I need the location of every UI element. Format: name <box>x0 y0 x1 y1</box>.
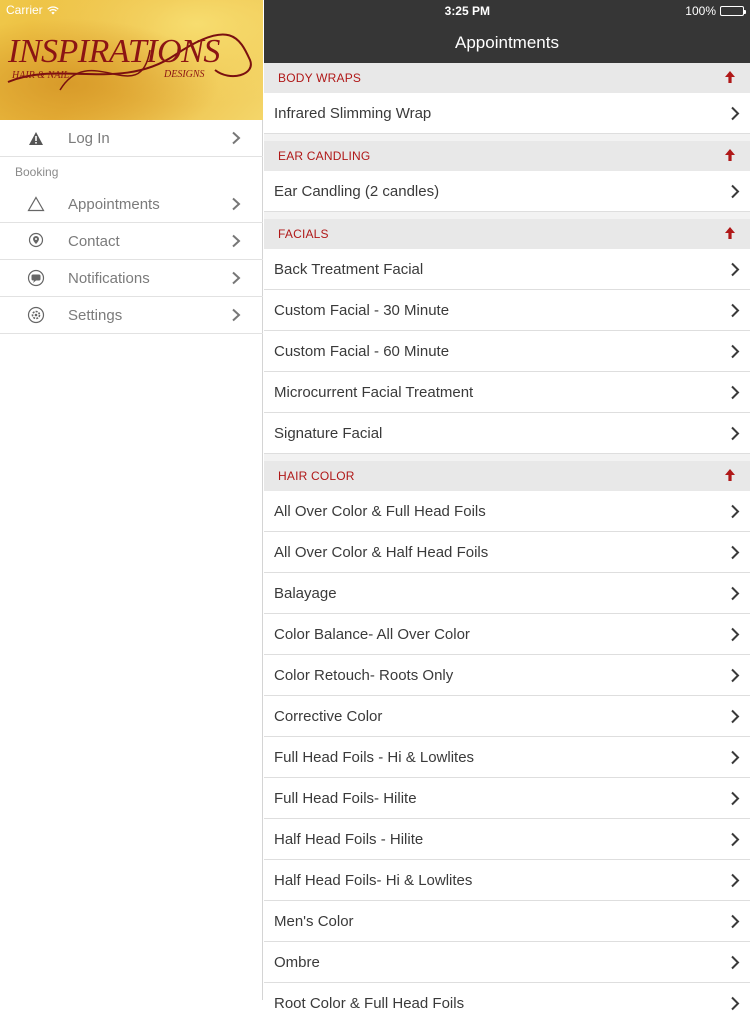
chevron-right-icon <box>730 184 740 199</box>
list-item[interactable] <box>264 614 750 655</box>
sidebar-item-contact[interactable] <box>0 223 263 260</box>
logo-tagline-left: HAIR & NAIL <box>12 70 70 81</box>
list-item[interactable] <box>264 737 750 778</box>
warning-icon <box>27 129 45 147</box>
chevron-right-icon <box>231 234 241 248</box>
triangle-icon <box>27 195 45 213</box>
section-title: BODY WRAPS <box>278 71 362 85</box>
list-item-label: Corrective Color <box>274 708 383 725</box>
chevron-right-icon <box>231 308 241 322</box>
section-header-facials[interactable] <box>264 219 750 249</box>
list-item[interactable] <box>264 696 750 737</box>
list-item-label: Microcurrent Facial Treatment <box>274 384 474 401</box>
list-item[interactable] <box>264 778 750 819</box>
list-item[interactable] <box>264 249 750 290</box>
sidebar-item-notifications[interactable] <box>0 260 263 297</box>
chevron-right-icon <box>730 873 740 888</box>
list-item[interactable] <box>264 93 750 134</box>
chevron-right-icon <box>730 668 740 683</box>
sidebar-item-label: Appointments <box>68 195 160 213</box>
chevron-right-icon <box>730 955 740 970</box>
logo-banner <box>0 0 263 120</box>
list-item[interactable] <box>264 413 750 454</box>
list-item-label: Ombre <box>274 954 320 971</box>
logo-tagline-right: DESIGNS <box>164 69 205 80</box>
list-item[interactable] <box>264 573 750 614</box>
sidebar-section-booking: Booking <box>15 165 59 179</box>
sidebar-item-login[interactable] <box>0 120 263 157</box>
section-title: HAIR COLOR <box>278 469 355 483</box>
chevron-right-icon <box>730 262 740 277</box>
sidebar-item-settings[interactable] <box>0 297 263 334</box>
main-panel <box>264 0 750 1012</box>
chevron-right-icon <box>730 709 740 724</box>
gear-icon <box>27 306 45 324</box>
chevron-right-icon <box>730 303 740 318</box>
arrow-up-icon[interactable] <box>724 70 736 84</box>
page-title: Appointments <box>455 33 559 52</box>
list-item-label: Balayage <box>274 585 337 602</box>
arrow-up-icon[interactable] <box>724 148 736 162</box>
list-item-label: All Over Color & Half Head Foils <box>274 544 489 561</box>
arrow-up-icon[interactable] <box>724 468 736 482</box>
section-title: EAR CANDLING <box>278 149 371 163</box>
chevron-right-icon <box>231 131 241 145</box>
status-time: 3:25 PM <box>444 4 490 18</box>
chat-bubble-icon <box>27 269 45 287</box>
list-item[interactable] <box>264 491 750 532</box>
logo-brand-text: INSPIRATIONS <box>8 33 220 70</box>
list-item-label: All Over Color & Full Head Foils <box>274 503 486 520</box>
list-item-label: Half Head Foils - Hilite <box>274 831 424 848</box>
chevron-right-icon <box>231 197 241 211</box>
list-item-label: Custom Facial - 30 Minute <box>274 302 450 319</box>
list-item[interactable] <box>264 901 750 942</box>
chevron-right-icon <box>730 385 740 400</box>
list-item[interactable] <box>264 290 750 331</box>
chevron-right-icon <box>730 586 740 601</box>
chevron-right-icon <box>730 627 740 642</box>
list-item-label: Back Treatment Facial <box>274 261 424 278</box>
section-title: FACIALS <box>278 227 329 241</box>
chevron-right-icon <box>730 750 740 765</box>
location-pin-icon <box>27 232 45 250</box>
sidebar-item-label: Settings <box>68 306 123 324</box>
carrier-label: Carrier <box>6 3 43 17</box>
sidebar-item-label: Contact <box>68 232 120 250</box>
chevron-right-icon <box>730 791 740 806</box>
list-item[interactable] <box>264 655 750 696</box>
chevron-right-icon <box>730 914 740 929</box>
list-item-label: Color Retouch- Roots Only <box>274 667 454 684</box>
list-item-label: Half Head Foils- Hi & Lowlites <box>274 872 473 889</box>
section-gap <box>264 454 750 461</box>
chevron-right-icon <box>730 832 740 847</box>
list-item[interactable] <box>264 942 750 983</box>
section-header-body-wraps[interactable] <box>264 63 750 93</box>
sidebar-item-label: Notifications <box>68 269 150 287</box>
chevron-right-icon <box>231 271 241 285</box>
arrow-up-icon[interactable] <box>724 226 736 240</box>
list-item[interactable] <box>264 171 750 212</box>
chevron-right-icon <box>730 996 740 1011</box>
list-item[interactable] <box>264 331 750 372</box>
section-header-hair-color[interactable] <box>264 461 750 491</box>
list-item-partial[interactable] <box>264 983 750 1012</box>
sidebar <box>0 0 263 1000</box>
nav-bar <box>264 0 750 63</box>
status-battery <box>685 4 744 18</box>
status-bar-left <box>6 3 59 17</box>
list-item-label: Signature Facial <box>274 425 383 442</box>
list-item-label: Ear Candling (2 candles) <box>274 183 440 200</box>
sidebar-item-label: Log In <box>68 129 110 147</box>
list-item-label: Root Color & Full Head Foils <box>274 995 465 1012</box>
list-item-label: Color Balance- All Over Color <box>274 626 470 643</box>
list-item-label: Men's Color <box>274 913 354 930</box>
list-item-label: Infrared Slimming Wrap <box>274 105 432 122</box>
chevron-right-icon <box>730 504 740 519</box>
chevron-right-icon <box>730 344 740 359</box>
wifi-icon <box>47 6 59 15</box>
section-gap <box>264 212 750 219</box>
chevron-right-icon <box>730 106 740 121</box>
brand-logo <box>0 20 263 120</box>
list-item[interactable] <box>264 532 750 573</box>
list-item[interactable] <box>264 860 750 901</box>
section-gap <box>264 134 750 141</box>
sidebar-item-appointments[interactable] <box>0 186 263 223</box>
list-item[interactable] <box>264 819 750 860</box>
battery-icon <box>720 6 744 16</box>
chevron-right-icon <box>730 426 740 441</box>
list-item-label: Full Head Foils- Hilite <box>274 790 417 807</box>
list-item-label: Custom Facial - 60 Minute <box>274 343 450 360</box>
list-item-label: Full Head Foils - Hi & Lowlites <box>274 749 475 766</box>
chevron-right-icon <box>730 545 740 560</box>
section-header-ear-candling[interactable] <box>264 141 750 171</box>
battery-percent: 100% <box>685 4 716 18</box>
list-item[interactable] <box>264 372 750 413</box>
